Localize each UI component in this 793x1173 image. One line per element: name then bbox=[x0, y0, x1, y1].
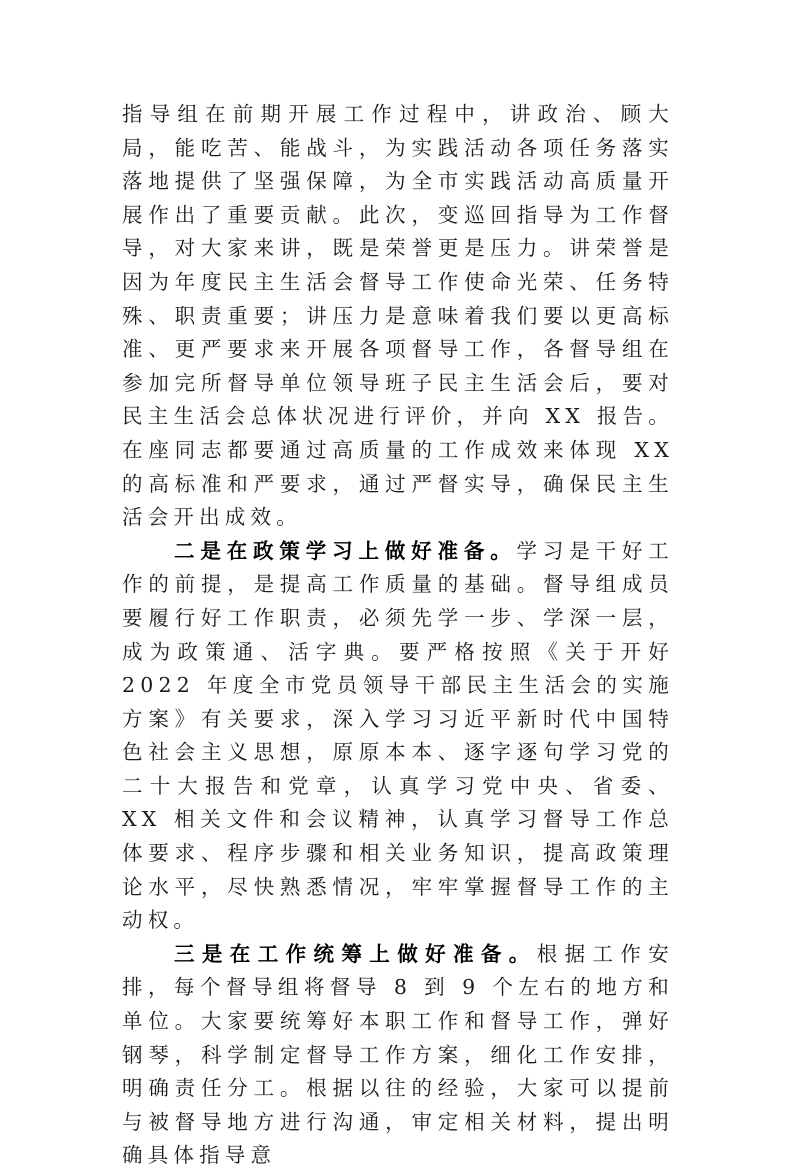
document-body bbox=[122, 98, 674, 1173]
paragraph-intro bbox=[122, 98, 674, 535]
paragraph-lead-heading: 二是在政策学习上做好准备。 bbox=[174, 538, 517, 563]
paragraph-policy-study bbox=[122, 535, 674, 938]
paragraph-text: 指导组在前期开展工作过程中，讲政治、顾大局，能吃苦、能战斗，为实践活动各项任务落实落地提供了坚强保障，为全市实践活动高质量开展作出了重要贡献。此次，变巡回指导为工作督导，对大家来讲，既是荣誉更是压力。讲荣誉是因为年度民主生活会督导工作使命光荣、任务特殊、职责重要；讲压力是意味着我们要以更高标准、更严要求来开展各项督导工作，各督导组在参加完所督导单位领导班子民主生活会后，要对民主生活会总体状况进行评价，并向 XX 报告。在座同志都要通过高质量的工作成效来体现 XX 的高标准和严要求，通过严督实导，确保民主生活会开出成效。 bbox=[122, 102, 674, 530]
paragraph-lead-heading: 三是在工作统筹上做好准备。 bbox=[174, 941, 537, 966]
paragraph-text: 学习是干好工作的前提，是提高工作质量的基础。督导组成员要履行好工作职责，必须先学一步、学深一层，成为政策通、活字典。要严格按照《关于开好 2022 年度全市党员领导干部民主生活会的实施方案》有关要求，深入学习习近平新时代中国特色社会主义思想，原原本本、逐字逐句学习党的二十大报告和党章，认真学习党中央、省委、XX 相关文件和会议精神，认真学习督导工作总体要求、程序步骤和相关业务知识，提高政策理论水平，尽快熟悉情况，牢牢掌握督导工作的主动权。 bbox=[122, 538, 674, 933]
paragraph-work-coordination bbox=[122, 938, 674, 1173]
paragraph-text: 根据工作安排，每个督导组将督导 8 到 9 个左右的地方和单位。大家要统筹好本职工作和督导工作，弹好钢琴，科学制定督导工作方案，细化工作安排，明确责任分工。根据以往的经验，大家可以提前与被督导地方进行沟通，审定相关材料，提出明确具体指导意 bbox=[122, 941, 675, 1168]
